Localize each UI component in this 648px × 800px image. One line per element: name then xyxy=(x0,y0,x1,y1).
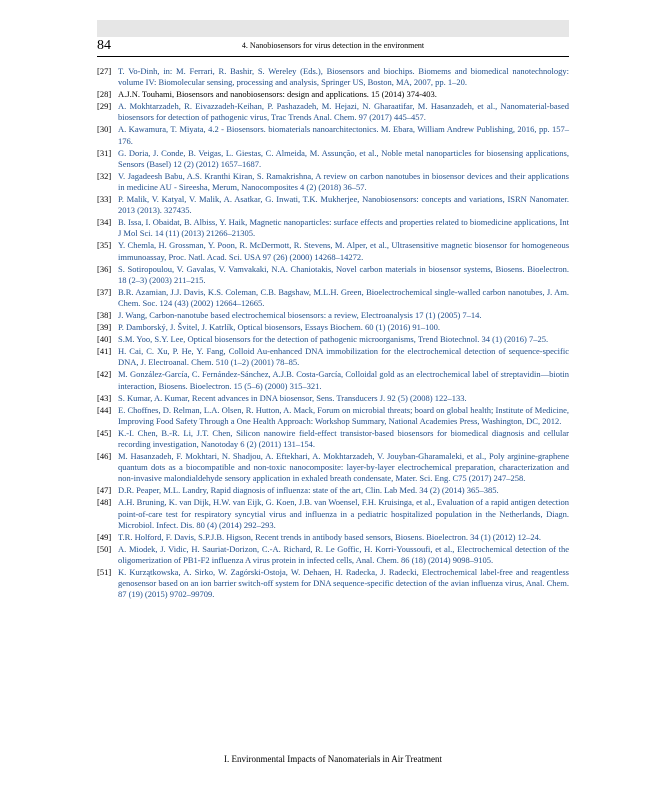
reference-text[interactable]: Y. Chemla, H. Grossman, Y. Poon, R. McDermott, R. Stevens, M. Alper, et al., Ultrasensitive magnetic biosensor for homogeneous immunoassay, Proc. Natl. Acad. Sci. USA 97 (26) (2000) 14268–14272. xyxy=(118,240,569,262)
reference-text[interactable]: S. Kumar, A. Kumar, Recent advances in DNA biosensor, Sens. Transducers J. 92 (5) (2008) 122–133. xyxy=(118,392,467,403)
reference-number: [50] xyxy=(97,543,112,554)
reference-number: [34] xyxy=(97,217,112,228)
reference-number: [29] xyxy=(97,101,112,112)
reference-number: [33] xyxy=(97,194,112,205)
reference-item[interactable] xyxy=(97,89,569,100)
reference-text[interactable]: S.M. Yoo, S.Y. Lee, Optical biosensors for the detection of pathogenic microorganisms, Trend Biotechnol. 34 (1) (2016) 7–25. xyxy=(118,334,549,345)
reference-item[interactable] xyxy=(97,428,569,450)
reference-number: [37] xyxy=(97,286,112,297)
reference-number: [36] xyxy=(97,263,112,274)
reference-item[interactable] xyxy=(97,497,569,530)
running-title: 4. Nanobiosensors for virus detection in the environment xyxy=(241,41,425,50)
reference-text[interactable]: E. Choffnes, D. Relman, L.A. Olsen, R. Hutton, A. Mack, Forum on microbial threats; board on global health; Institute of Medicine, Improving Food Safety Through a One Health Approach: Workshop Summary, National Academies Press, Washington, DC, 2012. xyxy=(118,404,569,426)
reference-item[interactable] xyxy=(97,171,569,193)
reference-item[interactable] xyxy=(97,567,569,600)
reference-text[interactable]: A.J.N. Touhami, Biosensors and nanobiosensors: design and applications. 15 (2014) 374-403. xyxy=(118,89,437,100)
reference-item[interactable] xyxy=(97,66,569,88)
reference-item[interactable] xyxy=(97,451,569,484)
reference-text[interactable]: A. Mokhtarzadeh, R. Eivazzadeh-Keihan, P. Pashazadeh, M. Hejazi, N. Gharaatifar, M. Hasanzadeh, et al., Nanomaterial-based biosensors for detection of pathogenic virus, Trac Trends Anal. Chem. 97 (2017) 445–457. xyxy=(118,101,569,123)
reference-number: [48] xyxy=(97,497,112,508)
page-number: 84 xyxy=(97,38,111,53)
reference-item[interactable] xyxy=(97,287,569,309)
reference-text[interactable]: H. Cai, C. Xu, P. He, Y. Fang, Colloid Au-enhanced DNA immobilization for the electrochemical detection of sequence-specific DNA, J. Electroanal. Chem. 510 (1–2) (2001) 78–85. xyxy=(118,346,569,368)
reference-item[interactable] xyxy=(97,194,569,216)
reference-number: [47] xyxy=(97,485,112,496)
reference-number: [28] xyxy=(97,89,112,100)
reference-list xyxy=(97,66,569,601)
reference-item[interactable] xyxy=(97,393,569,404)
header-rule xyxy=(97,56,569,57)
reference-item[interactable] xyxy=(97,322,569,333)
reference-number: [45] xyxy=(97,427,112,438)
reference-item[interactable] xyxy=(97,346,569,368)
reference-item[interactable] xyxy=(97,148,569,170)
reference-text[interactable]: A. Kawamura, T. Miyata, 4.2 - Biosensors. biomaterials nanoarchitectonics. M. Ebara, William Andrew Publishing, 2016, pp. 157–176. xyxy=(118,124,569,146)
reference-number: [42] xyxy=(97,369,112,380)
reference-item[interactable] xyxy=(97,217,569,239)
reference-number: [40] xyxy=(97,334,112,345)
reference-item[interactable] xyxy=(97,369,569,391)
reference-item[interactable] xyxy=(97,544,569,566)
reference-text[interactable]: K. Kurzątkowska, A. Sirko, W. Zagórski-Ostoja, W. Dehaen, H. Radecka, J. Radecki, Electrochemical label-free and reagentless genosensor based on an ion barrier switch-off system for DNA sequence-specific detection of the avian influenza virus, Anal. Chem. 87 (19) (2015) 9702–99709. xyxy=(118,567,569,600)
reference-text[interactable]: A.H. Bruning, K. van Dijk, H.W. van Eijk, G. Koen, J.B. van Woensel, F.H. Kruisinga, et al., Evaluation of a rapid antigen detection point-of-care test for respiratory syncytial virus and influenza in a pediatric hospitalized population in the Netherlands, Diagn. Microbiol. Infect. Dis. 80 (4) (2014) 292–293. xyxy=(118,497,569,530)
reference-item[interactable] xyxy=(97,532,569,543)
reference-text[interactable]: P. Damborský, J. Švitel, J. Katrlík, Optical biosensors, Essays Biochem. 60 (1) (2016) 91–100. xyxy=(118,322,441,333)
reference-number: [41] xyxy=(97,346,112,357)
page-header xyxy=(97,38,569,54)
reference-number: [44] xyxy=(97,404,112,415)
footer-part-title: I. Environmental Impacts of Nanomaterials in Air Treatment xyxy=(224,754,442,764)
reference-text[interactable]: J. Wang, Carbon-nanotube based electrochemical biosensors: a review, Electroanalysis 17 (1) (2005) 7–14. xyxy=(118,309,482,320)
reference-text[interactable]: D.R. Peaper, M.L. Landry, Rapid diagnosis of influenza: state of the art, Clin. Lab Med. 34 (2) (2014) 365–385. xyxy=(118,485,499,496)
reference-text[interactable]: M. Hasanzadeh, F. Mokhtari, N. Shadjou, A. Eftekhari, A. Mokhtarzadeh, V. Jouyban-Gharamaleki, et al., Poly arginine-graphene quantum dots as a biocompatible and non-toxic nanocomposite: layer-by-layer electrochemical preparation, characterization and non-invasive malondialdehyde sensory application in exhaled breath condensate, Mater. Sci. Eng. C75 (2017) 247–258. xyxy=(118,451,569,484)
reference-item[interactable] xyxy=(97,334,569,345)
reference-number: [30] xyxy=(97,124,112,135)
reference-number: [35] xyxy=(97,240,112,251)
reference-item[interactable] xyxy=(97,310,569,321)
reference-item[interactable] xyxy=(97,101,569,123)
reference-text[interactable]: B.R. Azamian, J.J. Davis, K.S. Coleman, C.B. Bagshaw, M.L.H. Green, Bioelectrochemical single-walled carbon nanotubes, J. Am. Chem. Soc. 124 (43) (2002) 12664–12665. xyxy=(118,286,569,308)
reference-number: [43] xyxy=(97,392,112,403)
reference-number: [49] xyxy=(97,531,112,542)
reference-number: [51] xyxy=(97,567,112,578)
reference-text[interactable]: K.-I. Chen, B.-R. Li, J.T. Chen, Silicon nanowire field-effect transistor-based biosensors for biomedical diagnosis and cellular recording investigation, Nanotoday 6 (2) (2011) 131–154. xyxy=(118,427,569,449)
reference-item[interactable] xyxy=(97,405,569,427)
reference-text[interactable]: V. Jagadeesh Babu, A.S. Kranthi Kiran, S. Ramakrishna, A review on carbon nanotubes in biosensor devices and their applications in medicine AU - Sireesha, Merum, Nanocomposites 4 (2) (2018) 36–57. xyxy=(118,170,569,192)
reference-text[interactable]: A. Miodek, J. Vidic, H. Sauriat-Dorizon, C.-A. Richard, R. Le Goffic, H. Korri-Youssoufi, et al., Electrochemical detection of the oligomerization of PB1-F2 influenza A virus protein in infected cells, Anal. Chem. 86 (18) (2014) 9098–9105. xyxy=(118,543,569,565)
reference-item[interactable] xyxy=(97,240,569,262)
reference-item[interactable] xyxy=(97,485,569,496)
reference-text[interactable]: M. González-García, C. Fernández-Sánchez, A.J.B. Costa-García, Colloidal gold as an electrochemical label of streptavidin—biotin interaction, Biosens. Bioelectron. 15 (5–6) (2000) 315–321. xyxy=(118,369,569,391)
reference-text[interactable]: S. Sotiropoulou, V. Gavalas, V. Vamvakaki, N.A. Chaniotakis, Novel carbon materials in biosensor systems, Biosens. Bioelectron. 18 (2–3) (2003) 211–215. xyxy=(118,263,569,285)
reference-text[interactable]: T.R. Holford, F. Davis, S.P.J.B. Higson, Recent trends in antibody based sensors, Biosens. Bioelectron. 34 (1) (2012) 12–24. xyxy=(118,531,541,542)
reference-number: [27] xyxy=(97,66,112,76)
reference-number: [46] xyxy=(97,451,112,462)
reference-text[interactable]: G. Doria, J. Conde, B. Veigas, L. Giestas, C. Almeida, M. Assunção, et al., Noble metal nanoparticles for biosensing applications, Sensors (Basel) 12 (2) (2012) 1657–1687. xyxy=(118,147,569,169)
reference-number: [38] xyxy=(97,309,112,320)
reference-item[interactable] xyxy=(97,124,569,146)
reference-text[interactable]: P. Malik, V. Katyal, V. Malik, A. Asatkar, G. Inwati, T.K. Mukherjee, Nanobiosensors: concepts and variations, ISRN Nanomater. 2013 (2013). 327435. xyxy=(118,194,569,216)
reference-number: [32] xyxy=(97,170,112,181)
reference-text[interactable]: B. Issa, I. Obaidat, B. Albiss, Y. Haik, Magnetic nanoparticles: surface effects and properties related to biomedicine applications, Int J Mol Sci. 14 (11) (2013) 21266–21305. xyxy=(118,217,569,239)
top-band xyxy=(97,20,569,37)
reference-number: [39] xyxy=(97,322,112,333)
reference-number: [31] xyxy=(97,147,112,158)
reference-text[interactable]: T. Vo-Dinh, in: M. Ferrari, R. Bashir, S. Wereley (Eds.), Biosensors and biochips. Biomems and biomedical nanotechnology: volume IV: Biomolecular sensing, processing and analysis, Springer US, Boston, MA, 2007, pp. 1–20. xyxy=(118,66,569,88)
reference-item[interactable] xyxy=(97,264,569,286)
